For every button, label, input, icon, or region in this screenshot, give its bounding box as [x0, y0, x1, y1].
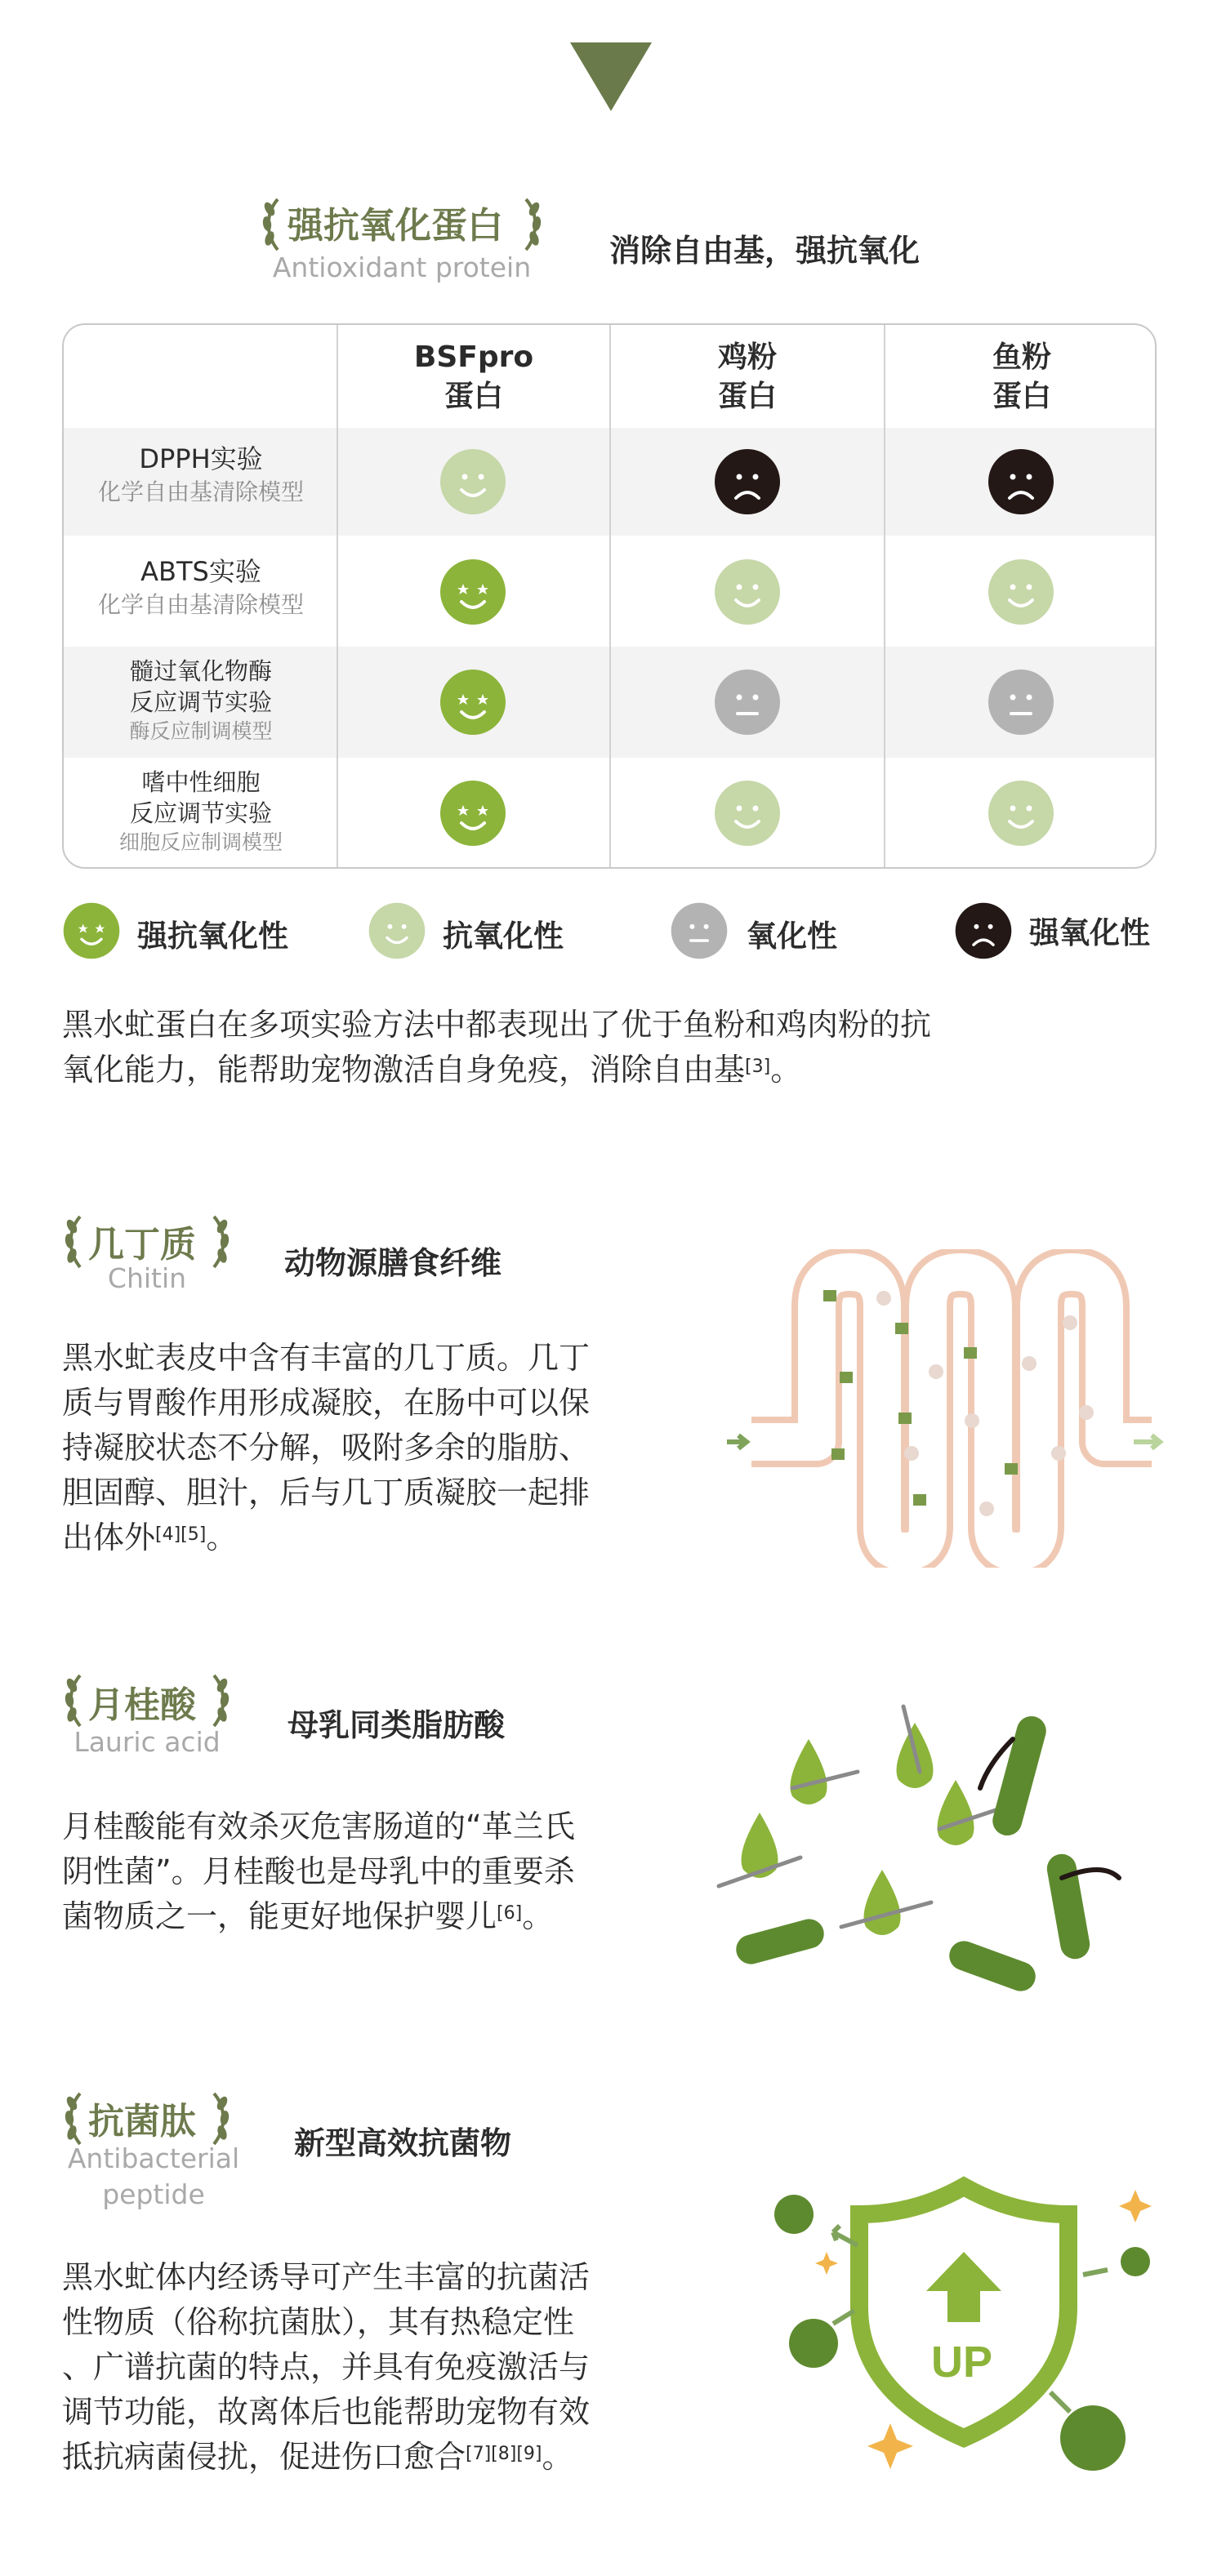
legend-strong-oxidative-face-icon	[954, 901, 1013, 960]
column-header-fish: 鱼粉 蛋白	[992, 340, 1051, 413]
peptide-tagline: 新型高效抗菌物	[294, 2125, 512, 2161]
down-arrow-icon	[570, 42, 652, 111]
laurel-left-icon	[62, 2090, 83, 2147]
chitin-description: 黑水虻表皮中含有丰富的几丁质。几丁 质与胃酸作用形成凝胶，在肠中可以保 持凝胶状态不分解，吸附多余的脂肪、 胆固醇、胆汁，后与几丁质凝胶一起排 出体外[4][5]。	[62, 1340, 591, 1555]
row-label-dpph: DPPH实验 化学自由基清除模型	[97, 443, 304, 505]
peptide-description: 黑水虻体内经诱导可产生丰富的抗菌活 性物质（俗称抗菌肽），其有热稳定性 、广谱抗菌的特点，并具有免疫激活与 调节功能，故离体后也能帮助宠物有效 抵抗病菌侵扰，促进伤口愈合[7][8][9]。	[62, 2259, 591, 2475]
strong-antioxidant-face-icon	[439, 668, 507, 736]
laurel-left-icon	[62, 1672, 83, 1729]
strong-antioxidant-face-icon	[439, 779, 507, 848]
antioxidant-face-icon	[987, 558, 1055, 626]
antioxidant-face-icon	[713, 558, 782, 626]
strong-oxidative-face-icon	[713, 447, 782, 516]
intestine-illustration	[727, 1249, 1168, 1568]
row-label-neutrophil: 嗜中性细胞 反应调节实验 细胞反应制调模型	[118, 768, 283, 854]
antioxidant-tagline: 消除自由基，强抗氧化	[609, 233, 921, 269]
column-header-bsfpro: BSFpro 蛋白	[413, 340, 534, 413]
laurel-right-icon	[211, 2090, 232, 2147]
chitin-subtitle: Chitin	[107, 1262, 187, 1294]
lauric-subtitle: Lauric acid	[74, 1726, 221, 1758]
peptide-subtitle: Antibacterial peptide	[67, 2142, 240, 2210]
chitin-tagline: 动物源膳食纤维	[284, 1245, 502, 1281]
antioxidant-title: 强抗氧化蛋白	[288, 205, 503, 247]
legend-label-oxidative: 氧化性	[747, 919, 837, 954]
lauric-description: 月桂酸能有效杀灭危害肠道的“革兰氏 阴性菌”。月桂酸也是母乳中的重要杀 菌物质之一，能更好地保护婴儿[6]。	[62, 1809, 575, 1934]
legend-label-strong-oxidative: 强氧化性	[1029, 915, 1150, 950]
antioxidant-face-icon	[713, 779, 782, 848]
laurel-left-icon	[260, 196, 281, 253]
oxidative-face-icon	[713, 668, 782, 736]
legend-antioxidant-face-icon	[368, 901, 426, 960]
antioxidant-description: 黑水虻蛋白在多项实验方法中都表现出了优于鱼粉和鸡肉粉的抗 氧化能力，能帮助宠物激活自身免疫，消除自由基[3]。	[62, 1007, 932, 1088]
lauric-tagline: 母乳同类脂肪酸	[288, 1707, 506, 1743]
chitin-title: 几丁质	[88, 1224, 196, 1266]
antioxidant-subtitle: Antioxidant protein	[272, 251, 532, 283]
strong-antioxidant-face-icon	[439, 558, 507, 626]
laurel-right-icon	[211, 1672, 232, 1729]
legend-oxidative-face-icon	[670, 901, 729, 960]
peptide-title: 抗菌肽	[88, 2101, 196, 2142]
legend-label-strong-antioxidant: 强抗氧化性	[137, 919, 288, 954]
column-header-chicken: 鸡粉 蛋白	[717, 340, 777, 413]
legend-strong-antioxidant-face-icon	[62, 901, 121, 960]
antioxidant-face-icon	[439, 447, 507, 516]
laurel-right-icon	[523, 196, 544, 253]
oxidative-face-icon	[987, 668, 1055, 736]
antioxidant-face-icon	[987, 779, 1055, 848]
strong-oxidative-face-icon	[987, 447, 1055, 516]
shield-up-text: UP	[931, 2338, 993, 2387]
row-label-mpo: 髓过氧化物酶 反应调节实验 酶反应制调模型	[129, 657, 273, 743]
legend-label-antioxidant: 抗氧化性	[443, 919, 564, 954]
lauric-title: 月桂酸	[88, 1684, 196, 1726]
antioxidant-comparison-table	[62, 323, 1157, 869]
immunity-shield-illustration	[751, 2147, 1176, 2490]
lauric-acid-fighting-bacteria-illustration	[711, 1690, 1168, 2009]
row-label-abts: ABTS实验 化学自由基清除模型	[97, 556, 304, 618]
